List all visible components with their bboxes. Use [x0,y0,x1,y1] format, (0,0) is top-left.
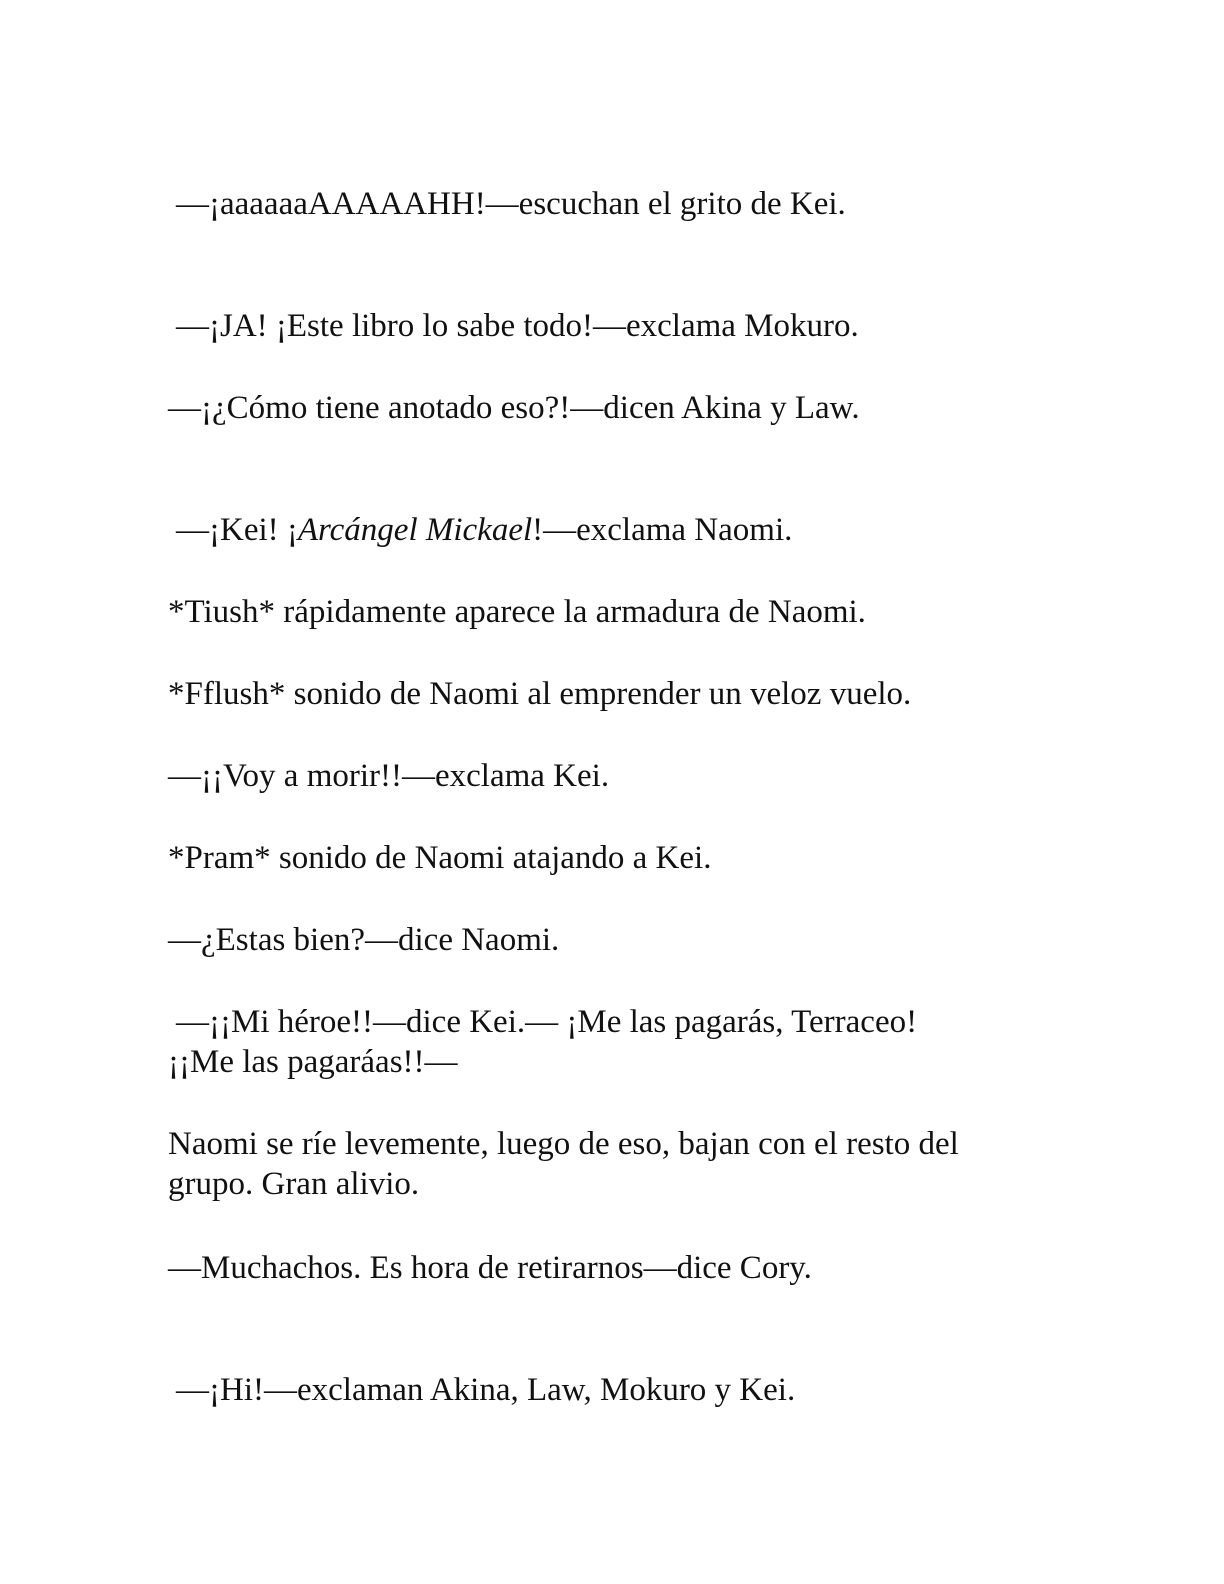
paragraph-naomi-asks: —¿Estas bien?—dice Naomi. [168,922,560,958]
paragraph-mokuro-exclaims: —¡JA! ¡Este libro lo sabe todo!—exclama Mokuro. [176,308,859,344]
paragraph-naomi-archangel-before: —¡Kei! ¡ [176,512,298,548]
paragraph-cory-retreat: —Muchachos. Es hora de retirarnos—dice Cory. [168,1250,812,1286]
paragraph-kei-hero-line2: ¡¡Me las pagaráas!!— [168,1044,458,1080]
paragraph-kei-hero [168,1002,1048,1082]
archangel-name-italic: Arcángel Mickael [297,512,533,548]
paragraph-naomi-laughs-line2: grupo. Gran alivio. [168,1166,420,1202]
paragraph-naomi-flight: *Fflush* sonido de Naomi al emprender un veloz vuelo. [168,676,912,712]
paragraph-kei-scream: —¡aaaaaaAAAAAHH!—escuchan el grito de Kei. [176,186,846,222]
paragraph-naomi-laughs-line1: Naomi se ríe levemente, luego de eso, bajan con el resto del [168,1126,959,1162]
paragraph-group-exclaims: —¡Hi!—exclaman Akina, Law, Mokuro y Kei. [176,1372,796,1408]
paragraph-akina-law-ask: —¡¿Cómo tiene anotado eso?!—dicen Akina y Law. [168,390,860,426]
paragraph-naomi-laughs [168,1124,1048,1204]
paragraph-kei-hero-line1: —¡¡Mi héroe!!—dice Kei.— ¡Me las pagarás, Terraceo! [176,1004,918,1040]
paragraph-kei-going-to-die: —¡¡Voy a morir!!—exclama Kei. [168,758,610,794]
paragraph-naomi-archangel-after: !—exclama Naomi. [532,512,793,548]
paragraph-naomi-catches-kei: *Pram* sonido de Naomi atajando a Kei. [168,840,712,876]
paragraph-armor-appears: *Tiush* rápidamente aparece la armadura de Naomi. [168,594,866,630]
paragraph-naomi-archangel [176,510,1056,550]
